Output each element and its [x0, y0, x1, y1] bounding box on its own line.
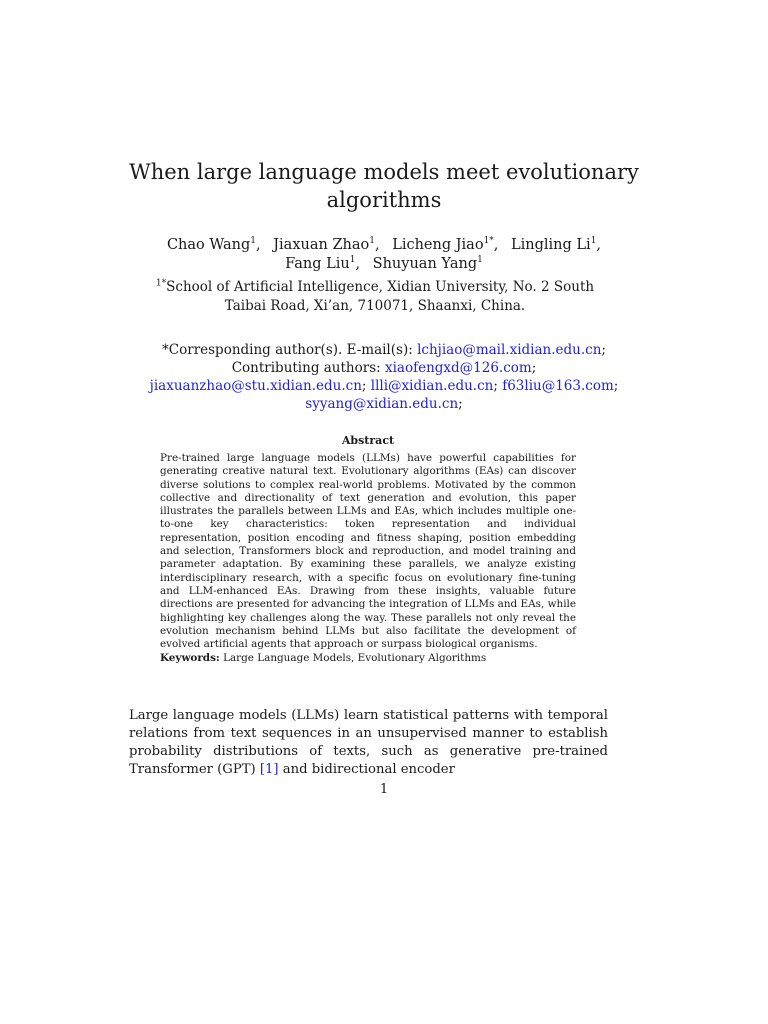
author-separator: ,: [596, 237, 602, 253]
author-separator: ,: [355, 256, 361, 272]
email-separator: ;: [458, 396, 463, 412]
contact-block: [140, 341, 628, 413]
keywords: [160, 652, 576, 665]
author-affiliation-marker: 1: [590, 236, 597, 247]
email-separator: ;: [601, 342, 606, 358]
citation-link[interactable]: [1]: [259, 762, 279, 777]
affiliation-marker: 1*: [155, 278, 167, 289]
corresponding-label: *Corresponding author(s). E-mail(s):: [162, 342, 413, 358]
author-affiliation-marker: 1: [250, 236, 257, 247]
corresponding-email-link[interactable]: lchjiao@mail.xidian.edu.cn: [417, 342, 602, 358]
author-list: [130, 236, 638, 274]
email-separator: ;: [493, 378, 498, 394]
author-affiliation-marker: 1*: [483, 236, 494, 247]
author: [167, 237, 261, 253]
keywords-label: Keywords:: [160, 652, 220, 664]
author-name: Chao Wang: [166, 237, 251, 253]
author-name: Licheng Jiao: [392, 237, 484, 253]
email-link[interactable]: syyang@xidian.edu.cn: [305, 396, 459, 412]
author: [511, 237, 601, 253]
author: [392, 237, 498, 253]
email-link[interactable]: f63liu@163.com: [502, 378, 614, 394]
intro-paragraph: [129, 707, 608, 779]
author-name: Fang Liu: [285, 256, 350, 272]
author: [285, 256, 360, 272]
abstract-heading: Abstract: [341, 434, 395, 447]
paper-title: When large language models meet evolutionary algorithms: [129, 160, 639, 212]
email-separator: ;: [613, 378, 619, 394]
email-link[interactable]: xiaofengxd@126.com: [384, 360, 532, 376]
author-affiliation-marker: 1: [369, 236, 375, 247]
email-link[interactable]: jiaxuanzhao@stu.xidian.edu.cn: [149, 378, 362, 394]
author-name: Shuyuan Yang: [372, 256, 478, 272]
intro-text: Large language models (LLMs) learn statistical patterns with temporal relations from text sequences in an unsupervised manner to establish probability distributions of texts, such as generative pre-trained Transformer (GPT): [129, 708, 608, 777]
author-separator: ,: [493, 237, 499, 253]
author-affiliation-marker: 1: [477, 255, 483, 266]
email-separator: ;: [531, 360, 537, 376]
author-separator: ,: [374, 237, 380, 253]
contributing-label: Contributing authors:: [231, 360, 381, 376]
author-separator: ,: [256, 237, 261, 253]
email-separator: ;: [361, 378, 367, 394]
page-number: 1: [379, 782, 389, 797]
author-name: Lingling Li: [511, 237, 591, 253]
author: [373, 256, 483, 272]
affiliation-text: School of Artificial Intelligence, Xidian University, No. 2 South Taibai Road, Xi’an, 710071, Shaanxi, China.: [166, 279, 595, 314]
author: [273, 237, 379, 253]
abstract-text: Pre-trained large language models (LLMs) have powerful capabilities for generating creative natural text. Evolutionary algorithms (EAs) can discover diverse solutions to complex real-world problems. Motivated by the common collective and directionality of text generation and evolution, this paper illustrates the parallels between LLMs and EAs, which includes multiple one-to-one key characteristics: token representation and individual representation, position encoding and fitness shaping, position embedding and selection, Transformers block and reproduction, and model training and parameter adaptation. By examining these parallels, we analyze existing interdisciplinary research, with a specific focus on evolutionary fine-tuning and LLM-enhanced EAs. Drawing from these insights, valuable future directions are presented for advancing the integration of LLMs and EAs, while highlighting key challenges along the way. These parallels not only reveal the evolution mechanism behind LLMs but also facilitate the development of evolved artificial agents that approach or surpass biological organisms.: [160, 452, 576, 651]
affiliation: [140, 278, 610, 316]
author-affiliation-marker: 1: [349, 255, 356, 266]
intro-text-continued: and bidirectional encoder: [278, 762, 455, 777]
author-name: Jiaxuan Zhao: [273, 237, 370, 253]
keywords-text: Large Language Models, Evolutionary Algorithms: [223, 652, 487, 664]
email-link[interactable]: llli@xidian.edu.cn: [370, 378, 494, 394]
